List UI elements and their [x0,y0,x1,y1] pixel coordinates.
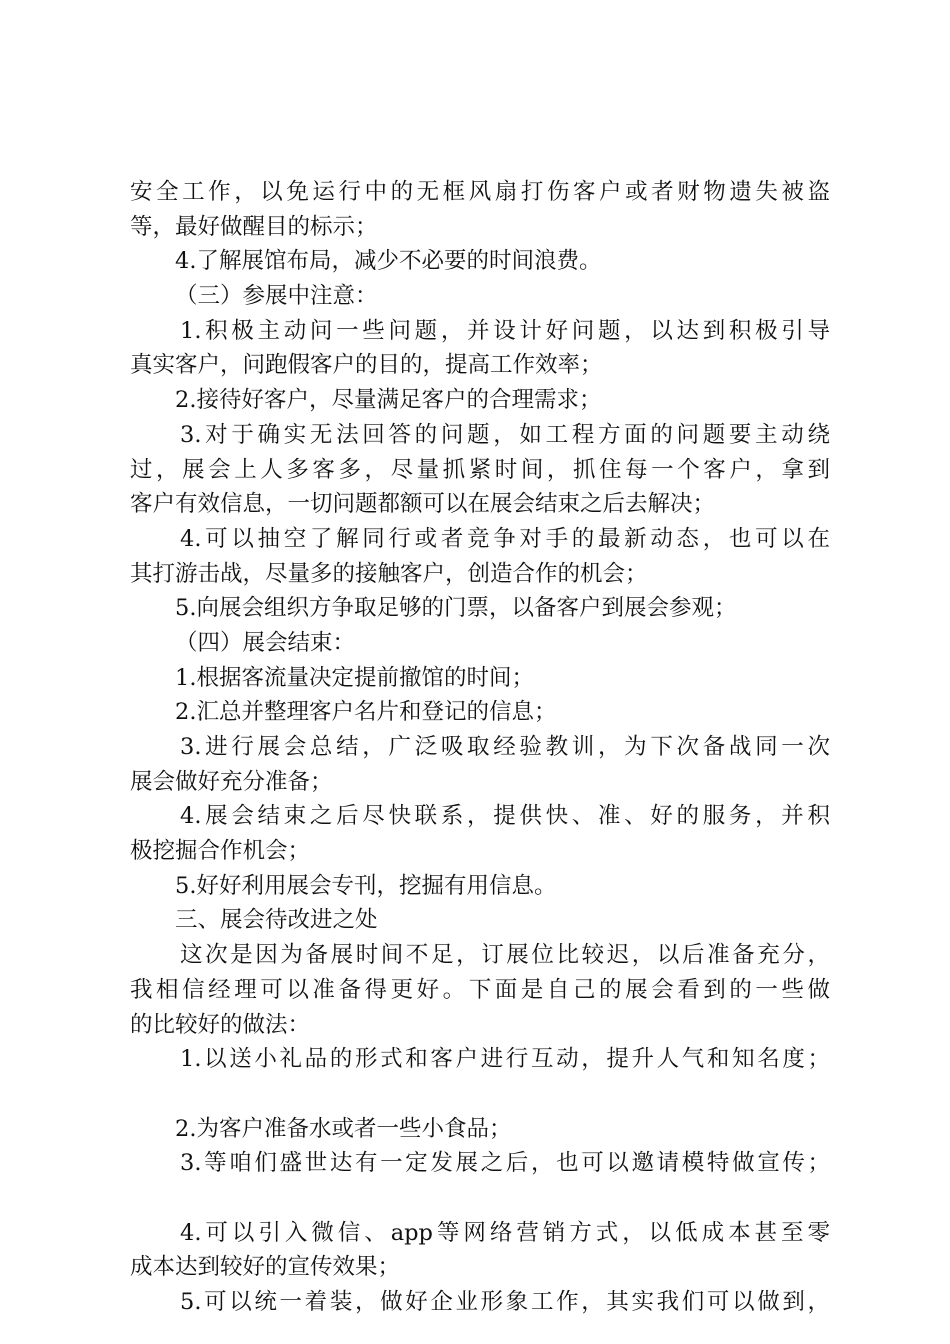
paragraph-line: 安全工作，以免运行中的无框风扇打伤客户或者财物遗失被盗 [130,179,830,205]
paragraph-line: 我相信经理可以准备得更好。下面是自己的展会看到的一些做 [130,976,830,1003]
list-item: 3.对于确实无法回答的问题，如工程方面的问题要主动绕 [180,421,830,448]
list-item: 5.可以统一着装，做好企业形象工作，其实我们可以做到， [180,1289,830,1315]
blank-line [130,1077,830,1112]
list-item: 4.可以抽空了解同行或者竞争对手的最新动态，也可以在 [180,525,830,552]
list-item: 4.了解展馆布局，减少不必要的时间浪费。 [175,248,602,275]
paragraph-line: 真实客户，问跑假客户的目的，提高工作效率； [130,352,603,379]
section-heading: 三、展会待改进之处 [175,907,378,934]
list-item: 1.积极主动问一些问题，并设计好问题，以达到积极引导 [180,317,830,344]
paragraph-line: 成本达到较好的宣传效果； [130,1254,401,1281]
list-item: 2.接待好客户，尽量满足客户的合理需求； [175,387,602,414]
paragraph-line: 这次是因为备展时间不足，订展位比较迟，以后准备充分， [180,942,830,969]
paragraph-line: 其打游击战，尽量多的接触客户，创造合作的机会； [130,560,648,587]
list-item: 5.向展会组织方争取足够的门票，以备客户到展会参观； [175,595,737,622]
paragraph-line: 的比较好的做法： [130,1011,311,1038]
list-item: 1.以送小礼品的形式和客户进行互动，提升人气和知名度； [180,1046,830,1073]
paragraph-line: 过，展会上人多客多，尽量抓紧时间，抓住每一个客户，拿到 [130,456,830,483]
list-item: 4.可以引入微信、app等网络营销方式，以低成本甚至零 [180,1219,830,1246]
list-item: 3.进行展会总结，广泛吸取经验教训，为下次备战同一次 [180,734,830,760]
list-item: 4.展会结束之后尽快联系，提供快、准、好的服务，并积 [180,803,830,830]
list-item: 1.根据客流量决定提前撤馆的时间； [175,664,534,691]
paragraph-line: 客户有效信息，一切问题都额可以在展会结束之后去解决； [130,491,716,518]
paragraph-line: 等，最好做醒目的标示； [130,213,378,240]
paragraph-line: 展会做好充分准备； [130,768,333,795]
list-item: 2.为客户准备水或者一些小食品； [175,1115,512,1142]
list-item: 2.汇总并整理客户名片和登记的信息； [175,699,557,726]
blank-line [130,1181,830,1216]
list-item: 5.好好利用展会专刊，挖掘有用信息。 [175,872,557,899]
section-heading: （四）展会结束： [175,629,356,656]
paragraph-line: 极挖掘合作机会； [130,838,311,865]
list-item: 3.等咱们盛世达有一定发展之后，也可以邀请模特做宣传； [180,1150,830,1177]
section-heading: （三）参展中注意： [175,283,378,310]
document-page [130,175,830,1320]
